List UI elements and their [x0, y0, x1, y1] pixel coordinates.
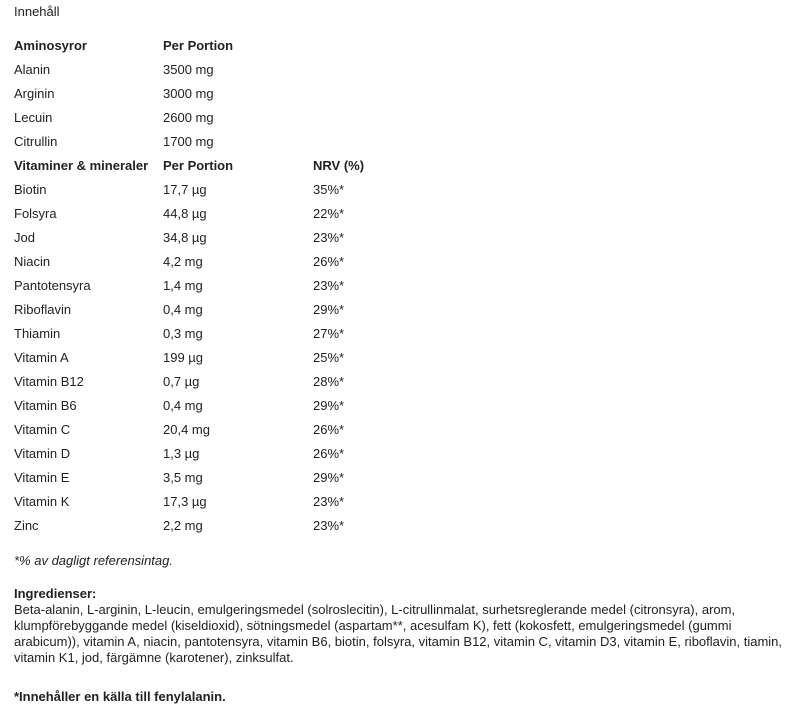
per-portion-value: 3000 mg — [163, 86, 214, 101]
vitamin-row — [14, 178, 433, 202]
per-portion-value: 1700 mg — [163, 134, 214, 149]
nutrition-table — [14, 34, 433, 538]
nutrient-name: Alanin — [14, 62, 51, 77]
nutrient-name: Jod — [14, 230, 35, 245]
per-portion-value: 2,2 mg — [163, 518, 203, 533]
vitamin-row — [14, 418, 433, 442]
per-portion-value: 199 µg — [163, 350, 204, 365]
per-portion-value: 20,4 mg — [163, 422, 210, 437]
nutrient-name: Vitamin E — [14, 470, 70, 485]
amino-row — [14, 130, 433, 154]
column-header-name: Aminosyror — [14, 38, 87, 53]
vitamin-row — [14, 442, 433, 466]
per-portion-value: 0,7 µg — [163, 374, 200, 389]
nrv-value: 35%* — [313, 182, 345, 197]
column-header-portion: Per Portion — [163, 158, 234, 173]
amino-header-row — [14, 34, 433, 58]
nutrient-name: Arginin — [14, 86, 55, 101]
nutrient-name: Vitamin K — [14, 494, 70, 509]
nrv-footnote: *% av dagligt referensintag. — [14, 553, 173, 568]
amino-row — [14, 58, 433, 82]
nrv-value: 23%* — [313, 518, 345, 533]
vitamin-row — [14, 346, 433, 370]
vitamin-row — [14, 514, 433, 538]
vitamin-row — [14, 274, 433, 298]
nutrient-name: Pantotensyra — [14, 278, 91, 293]
per-portion-value: 4,2 mg — [163, 254, 203, 269]
nrv-value: 29%* — [313, 470, 345, 485]
nutrient-name: Biotin — [14, 182, 47, 197]
nutrient-name: Citrullin — [14, 134, 58, 149]
per-portion-value: 1,3 µg — [163, 446, 200, 461]
nutrient-name: Thiamin — [14, 326, 61, 341]
per-portion-value: 2600 mg — [163, 110, 214, 125]
vitamin-row — [14, 466, 433, 490]
column-header-name: Vitaminer & mineraler — [14, 158, 149, 173]
nrv-value: 27%* — [313, 326, 345, 341]
per-portion-value: 0,3 mg — [163, 326, 203, 341]
vitamin-row — [14, 250, 433, 274]
nrv-value: 22%* — [313, 206, 345, 221]
vitamin-row — [14, 322, 433, 346]
nrv-value: 23%* — [313, 494, 345, 509]
vitamin-row — [14, 202, 433, 226]
per-portion-value: 34,8 µg — [163, 230, 207, 245]
per-portion-value: 3,5 mg — [163, 470, 203, 485]
amino-row — [14, 82, 433, 106]
nrv-value: 23%* — [313, 230, 345, 245]
nutrient-name: Vitamin A — [14, 350, 69, 365]
nrv-value — [313, 106, 433, 130]
nutrient-name: Vitamin B6 — [14, 398, 77, 413]
nutrient-name: Lecuin — [14, 110, 53, 125]
nrv-value — [313, 58, 433, 82]
column-header-portion: Per Portion — [163, 38, 234, 53]
per-portion-value: 17,7 µg — [163, 182, 207, 197]
per-portion-value: 3500 mg — [163, 62, 214, 77]
nutrient-name: Niacin — [14, 254, 51, 269]
vitamin-row — [14, 490, 433, 514]
vitamin-row — [14, 394, 433, 418]
amino-row — [14, 106, 433, 130]
column-header-nrv — [313, 34, 433, 58]
nutrient-name: Vitamin C — [14, 422, 71, 437]
nrv-value: 26%* — [313, 422, 345, 437]
nrv-value: 29%* — [313, 398, 345, 413]
nutrient-name: Riboflavin — [14, 302, 72, 317]
nrv-value: 26%* — [313, 446, 345, 461]
nutrient-name: Folsyra — [14, 206, 57, 221]
content-heading: Innehåll — [14, 4, 60, 19]
vitamin-row — [14, 298, 433, 322]
nrv-value: 28%* — [313, 374, 345, 389]
vitamin-row — [14, 226, 433, 250]
ingredients-text: Beta-alanin, L-arginin, L-leucin, emulgeringsmedel (solroslecitin), L-citrullinmalat, surhetsreglerande medel (citronsyra), arom, klumpförebyggande medel (kiseldioxid), sötningsmedel (aspartam**, acesulfam K), fett (kokosfett, emulgeringsmedel (gummi arabicum)), vitamin A, niacin, pantotensyra, vitamin B6, biotin, folsyra, vitamin B12, vitamin C, vitamin D3, vitamin E, riboflavin, tiamin, vitamin K1, jod, färgämne (karotener), zinksulfat. — [14, 602, 783, 665]
per-portion-value: 44,8 µg — [163, 206, 207, 221]
per-portion-value: 17,3 µg — [163, 494, 207, 509]
nrv-value — [313, 130, 433, 154]
column-header-nrv: NRV (%) — [313, 158, 365, 173]
nrv-value: 25%* — [313, 350, 345, 365]
nrv-value: 26%* — [313, 254, 345, 269]
ingredients-title: Ingredienser: — [14, 586, 97, 601]
phenylalanine-warning: *Innehåller en källa till fenylalanin. — [14, 689, 226, 704]
nutrient-name: Vitamin B12 — [14, 374, 84, 389]
vitamins-header-row — [14, 154, 433, 178]
per-portion-value: 0,4 mg — [163, 398, 203, 413]
nutrient-name: Zinc — [14, 518, 39, 533]
vitamin-row — [14, 370, 433, 394]
per-portion-value: 0,4 mg — [163, 302, 203, 317]
nrv-value: 23%* — [313, 278, 345, 293]
nutrient-name: Vitamin D — [14, 446, 71, 461]
nrv-value: 29%* — [313, 302, 345, 317]
per-portion-value: 1,4 mg — [163, 278, 203, 293]
nrv-value — [313, 82, 433, 106]
